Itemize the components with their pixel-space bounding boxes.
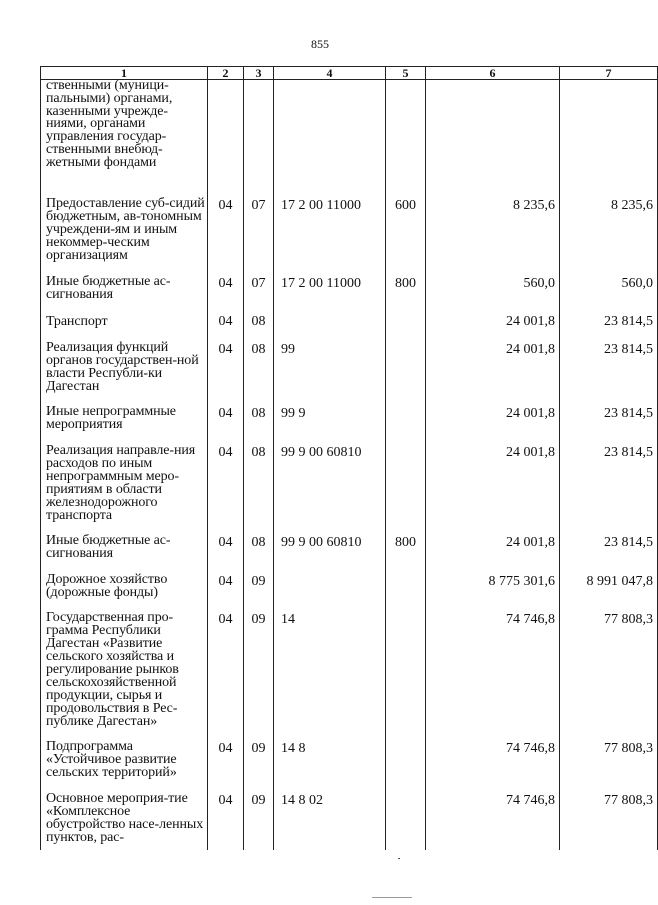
row-amount-col6: 24 001,8: [426, 313, 560, 341]
header-col-2: 2: [208, 67, 244, 80]
row-amount-col7: 23 814,5: [560, 534, 658, 573]
row-amount-col6: 8 235,6: [426, 197, 560, 275]
row-subsection: 08: [244, 534, 274, 573]
budget-table: [40, 66, 658, 850]
page-number: 855: [311, 37, 329, 51]
row-name: Реализация функций органов государствен-ной власти Республи-ки Дагестан: [41, 341, 208, 405]
row-amount-col6: 74 746,8: [426, 740, 560, 792]
row-amount-col7: 23 814,5: [560, 341, 658, 405]
row-amount-col7: 23 814,5: [560, 313, 658, 341]
row-amount-col7: 23 814,5: [560, 405, 658, 444]
table-row: [41, 740, 658, 792]
row-target-article: [274, 313, 386, 341]
row-target-article: 99: [274, 341, 386, 405]
row-subsection: 08: [244, 341, 274, 405]
header-col-7: 7: [560, 67, 658, 80]
row-subsection: 09: [244, 573, 274, 611]
header-col-3: 3: [244, 67, 274, 80]
table-row: [41, 313, 658, 341]
row-subsection: 09: [244, 740, 274, 792]
row-expense-type: [386, 80, 426, 197]
table-row: [41, 444, 658, 534]
row-section: 04: [208, 444, 244, 534]
row-amount-col7: 77 808,3: [560, 611, 658, 740]
table-row: [41, 573, 658, 611]
table-row: [41, 80, 658, 197]
table-row: [41, 197, 658, 275]
header-col-4: 4: [274, 67, 386, 80]
row-amount-col6: 8 775 301,6: [426, 573, 560, 611]
row-subsection: 09: [244, 611, 274, 740]
row-name: Реализация направле-ния расходов по иным непрограммным меро-приятиям в области железнодорожного транспорта: [41, 444, 208, 534]
row-section: 04: [208, 534, 244, 573]
row-section: 04: [208, 573, 244, 611]
row-name: Государственная про-грамма Республики Дагестан «Развитие сельского хозяйства и регулирование рынков сельскохозяйственной продукции, сырья и продовольствия в Рес-публике Дагестан»: [41, 611, 208, 740]
row-name: Иные бюджетные ас-сигнования: [41, 275, 208, 313]
row-name: Иные непрограммные мероприятия: [41, 405, 208, 444]
row-amount-col7: 23 814,5: [560, 444, 658, 534]
header-col-5: 5: [386, 67, 426, 80]
table-row: [41, 341, 658, 405]
row-section: 04: [208, 275, 244, 313]
row-target-article: 99 9: [274, 405, 386, 444]
row-target-article: [274, 80, 386, 197]
row-amount-col7: 8 991 047,8: [560, 573, 658, 611]
row-name: Основное мероприя-тие «Комплексное обустройство насе-ленных пунктов, рас-: [41, 792, 208, 850]
row-subsection: 09: [244, 792, 274, 850]
row-expense-type: [386, 611, 426, 740]
table-row: [41, 611, 658, 740]
table-row: [41, 792, 658, 850]
scan-speck: [398, 858, 400, 859]
scan-speck: [372, 897, 412, 898]
table-row: [41, 405, 658, 444]
row-target-article: 14: [274, 611, 386, 740]
row-amount-col7: 77 808,3: [560, 740, 658, 792]
row-subsection: [244, 80, 274, 197]
row-section: 04: [208, 197, 244, 275]
row-name: Иные бюджетные ас-сигнования: [41, 534, 208, 573]
row-amount-col7: [560, 80, 658, 197]
row-expense-type: 600: [386, 197, 426, 275]
row-amount-col6: 24 001,8: [426, 444, 560, 534]
row-target-article: 99 9 00 60810: [274, 534, 386, 573]
table-row: [41, 534, 658, 573]
row-section: 04: [208, 341, 244, 405]
row-section: 04: [208, 405, 244, 444]
row-section: 04: [208, 313, 244, 341]
row-amount-col6: 74 746,8: [426, 792, 560, 850]
row-expense-type: 800: [386, 275, 426, 313]
row-section: [208, 80, 244, 197]
row-target-article: 17 2 00 11000: [274, 275, 386, 313]
row-name: Дорожное хозяйство (дорожные фонды): [41, 573, 208, 611]
row-name: Предоставление суб-сидий бюджетным, ав-тономным учреждени-ям и иным некоммер-ческим организациям: [41, 197, 208, 275]
table-row: [41, 275, 658, 313]
row-expense-type: [386, 444, 426, 534]
row-section: 04: [208, 792, 244, 850]
row-name: ственными (муници-пальными) органами, казенными учрежде-ниями, органами управления государ-ственными внебюд-жетными фондами: [41, 80, 208, 197]
row-target-article: 99 9 00 60810: [274, 444, 386, 534]
row-amount-col7: 8 235,6: [560, 197, 658, 275]
row-expense-type: [386, 573, 426, 611]
row-subsection: 08: [244, 313, 274, 341]
row-amount-col6: [426, 80, 560, 197]
row-subsection: 08: [244, 405, 274, 444]
row-name: Транспорт: [41, 313, 208, 341]
row-amount-col6: 24 001,8: [426, 405, 560, 444]
row-section: 04: [208, 740, 244, 792]
row-section: 04: [208, 611, 244, 740]
row-expense-type: [386, 740, 426, 792]
row-subsection: 07: [244, 197, 274, 275]
row-target-article: 17 2 00 11000: [274, 197, 386, 275]
row-target-article: [274, 573, 386, 611]
row-subsection: 07: [244, 275, 274, 313]
row-amount-col6: 24 001,8: [426, 341, 560, 405]
row-amount-col7: 560,0: [560, 275, 658, 313]
row-expense-type: [386, 405, 426, 444]
row-expense-type: [386, 313, 426, 341]
row-amount-col6: 560,0: [426, 275, 560, 313]
row-expense-type: [386, 341, 426, 405]
row-amount-col7: 77 808,3: [560, 792, 658, 850]
header-col-6: 6: [426, 67, 560, 80]
header-col-1: 1: [41, 67, 208, 80]
row-expense-type: 800: [386, 534, 426, 573]
row-target-article: 14 8: [274, 740, 386, 792]
row-name: Подпрограмма «Устойчивое развитие сельских территорий»: [41, 740, 208, 792]
row-subsection: 08: [244, 444, 274, 534]
row-amount-col6: 24 001,8: [426, 534, 560, 573]
row-target-article: 14 8 02: [274, 792, 386, 850]
row-expense-type: [386, 792, 426, 850]
row-amount-col6: 74 746,8: [426, 611, 560, 740]
